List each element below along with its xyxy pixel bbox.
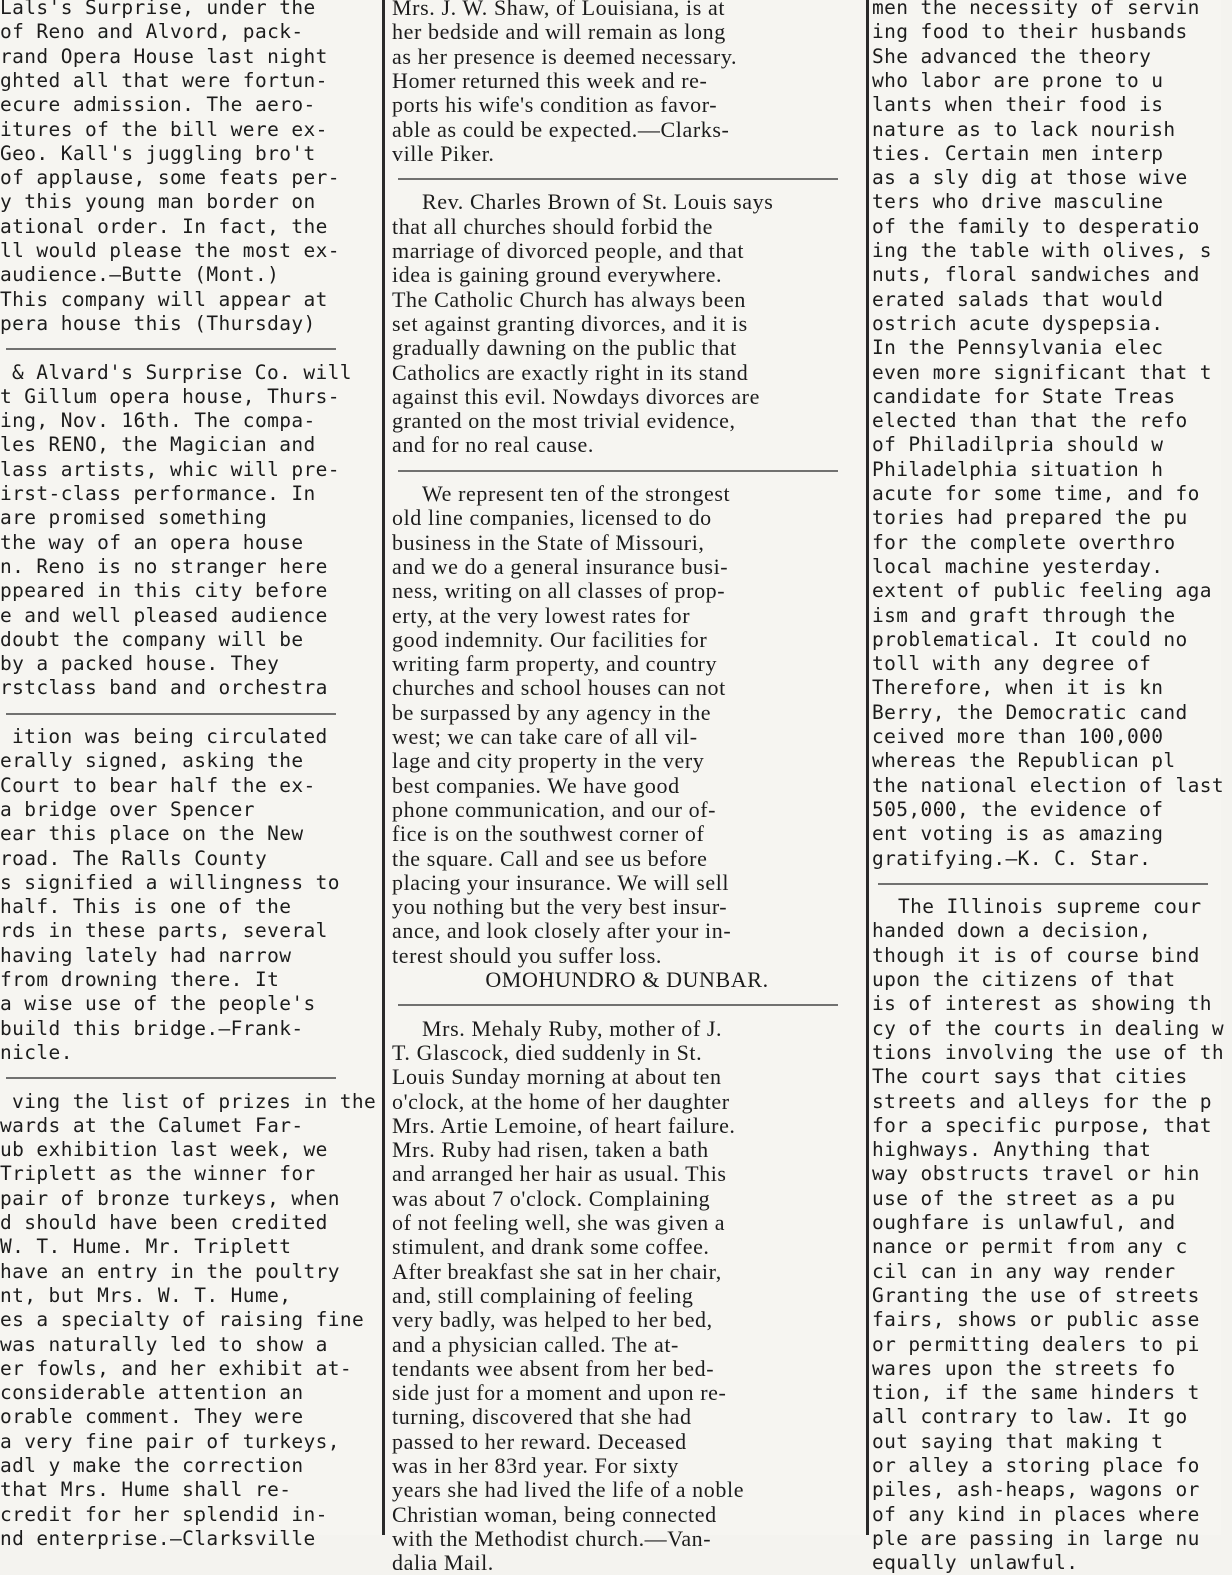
text-line: cil can in any way render	[872, 1259, 1176, 1283]
text-line: ism and graft through the	[872, 603, 1176, 627]
text-line: with the Methodist church.—Van-	[392, 1525, 712, 1551]
text-line: phone communication, and our of-	[392, 796, 717, 822]
text-line: itures of the bill were ex-	[0, 117, 328, 141]
text-line: and arranged her hair as usual. This	[392, 1161, 727, 1187]
text-line: erally signed, asking the	[0, 749, 304, 773]
text-line: out saying that making t	[872, 1429, 1164, 1453]
text-line: equally unlawful.	[872, 1551, 1079, 1575]
text-line: a wise use of the people's	[0, 992, 316, 1016]
text-line: tendants wee absent from her bed-	[392, 1355, 715, 1381]
text-line: ness, writing on all classes of prop-	[392, 578, 726, 604]
text-line: and, still complaining of feeling	[392, 1282, 694, 1308]
text-line: 505,000, the evidence of	[872, 797, 1164, 821]
text-line: pera house this (Thursday)	[0, 311, 316, 335]
text-line: by a packed house. They	[0, 652, 280, 676]
text-line: Therefore, when it is kn	[872, 676, 1164, 700]
column-left	[0, 0, 377, 1550]
text-line: y this young man border on	[0, 190, 316, 214]
paragraph-separator	[6, 348, 336, 350]
text-line: able as could be expected.—Clarks-	[392, 116, 730, 142]
text-line: idea is gaining ground everywhere.	[392, 262, 723, 288]
text-line: tion, if the same hinders t	[872, 1381, 1200, 1405]
text-line: es a specialty of raising fine	[0, 1308, 365, 1332]
text-line: years she had lived the life of a noble	[392, 1477, 745, 1503]
text-line: credit for her splendid in-	[0, 1502, 328, 1526]
text-line: acute for some time, and fo	[872, 482, 1200, 505]
text-line: considerable attention an	[0, 1381, 304, 1405]
text-line: W. T. Hume. Mr. Triplett	[0, 1235, 292, 1259]
text-line: granted on the most trivial evidence,	[392, 408, 736, 434]
text-line: have an entry in the poultry	[0, 1259, 340, 1283]
text-line: ports his wife's condition as favor-	[392, 92, 718, 118]
text-line: for a specific purpose, that	[872, 1113, 1212, 1137]
text-line: irst-class performance. In	[0, 482, 316, 505]
text-line: ville Piker.	[392, 140, 495, 166]
text-line: even more significant that t	[872, 360, 1212, 384]
text-line: whereas the Republican pl	[872, 749, 1176, 773]
text-line: oughfare is unlawful, and	[872, 1211, 1176, 1234]
text-line: the national election of last	[872, 773, 1225, 797]
text-line: nicle.	[0, 1040, 73, 1064]
text-line: ational order. In fact, the	[0, 214, 328, 238]
text-line: against this evil. Nowdays divorces are	[392, 383, 760, 409]
text-line: are promised something	[0, 506, 268, 530]
text-line: Rev. Charles Brown of St. Louis says	[422, 189, 774, 215]
text-line: nance or permit from any c	[872, 1235, 1188, 1259]
text-line: half. This is one of the	[0, 895, 292, 919]
text-line: Mrs. Ruby had risen, taken a bath	[392, 1137, 709, 1163]
text-line: Philadelphia situation h	[872, 457, 1164, 481]
text-line: ghted all that were fortun-	[0, 68, 328, 92]
text-line: pair of bronze turkeys, when	[0, 1186, 340, 1210]
text-line: that Mrs. Hume shall re-	[0, 1478, 292, 1502]
text-line: and we do a general insurance busi-	[392, 553, 729, 579]
text-line: her bedside and will remain as long	[392, 19, 726, 45]
text-line: business in the State of Missouri,	[392, 529, 705, 555]
text-line: turning, discovered that she had	[392, 1404, 692, 1430]
text-line: terest should you suffer loss.	[392, 942, 662, 968]
text-line: nature as to lack nourish	[872, 117, 1176, 141]
text-line: as a sly dig at those wive	[872, 166, 1188, 190]
text-line: ance, and look closely after your in-	[392, 918, 732, 944]
paragraph-separator	[398, 1004, 838, 1006]
text-line: ition was being circulated	[12, 725, 328, 748]
text-line: be surpassed by any agency in the	[392, 699, 712, 725]
text-line: west; we can take care of all vil-	[392, 724, 698, 749]
text-line: wares upon the streets fo	[872, 1356, 1176, 1380]
text-line: gratifying.—K. C. Star.	[872, 846, 1152, 870]
text-line: fairs, shows or public asse	[872, 1308, 1200, 1332]
text-line: was naturally led to show a	[0, 1332, 328, 1356]
text-line: or permitting dealers to pi	[872, 1332, 1200, 1356]
text-line: from drowning there. It	[0, 968, 280, 991]
text-line: local machine yesterday.	[872, 554, 1164, 578]
text-line: piles, ash-heaps, wagons or	[872, 1478, 1200, 1502]
text-line: ing food to their husbands	[872, 20, 1188, 44]
text-line: audience.—Butte (Mont.)	[0, 263, 280, 287]
text-line: though it is of course bind	[872, 943, 1200, 967]
text-line: candidate for State Treas	[872, 384, 1176, 408]
text-line: adl y make the correction	[0, 1454, 304, 1477]
text-line: the way of an opera house	[0, 530, 304, 554]
text-line: that all churches should forbid the	[392, 213, 713, 239]
text-line: and for no real cause.	[392, 432, 594, 458]
text-line: ear this place on the New	[0, 822, 304, 846]
text-line: & Alvard's Surprise Co. will	[12, 360, 352, 384]
text-line: doubt the company will be	[0, 627, 304, 651]
text-line: ties. Certain men interp	[872, 141, 1164, 165]
text-line: you nothing but the very best insur-	[392, 894, 728, 920]
text-line: cy of the courts in dealing w	[872, 1016, 1225, 1040]
signature-line: OMOHUNDRO & DUNBAR.	[485, 967, 769, 992]
text-line: best companies. We have good	[392, 772, 680, 798]
text-line: gradually dawning on the public that	[392, 335, 737, 361]
text-line: set against granting divorces, and it is	[392, 310, 748, 336]
text-line: use of the street as a pu	[872, 1186, 1176, 1210]
column-middle	[392, 0, 862, 1575]
text-line: is of interest as showing th	[872, 992, 1212, 1016]
text-line: road. The Ralls County	[0, 846, 268, 870]
text-line: men the necessity of servin	[872, 0, 1200, 19]
text-line: Christian woman, being connected	[392, 1501, 717, 1527]
text-line: a bridge over Spencer	[0, 797, 255, 821]
text-line: streets and alleys for the p	[872, 1089, 1212, 1113]
paragraph-separator	[6, 713, 336, 715]
text-line: very badly, was helped to her bed,	[392, 1307, 713, 1333]
text-line: of any kind in places where	[872, 1502, 1200, 1526]
text-line: T. Glascock, died suddenly in St.	[392, 1039, 703, 1065]
column-right	[872, 0, 1232, 1575]
text-line: ing, Nov. 16th. The compa-	[0, 409, 316, 433]
column-rule-right	[866, 0, 869, 1535]
text-line: and a physician called. The at-	[392, 1331, 679, 1357]
text-line: placing your insurance. We will sell	[392, 869, 730, 895]
text-line: elected than that the refo	[872, 409, 1188, 433]
text-line: The Illinois supreme cour	[898, 895, 1202, 919]
text-line: upon the citizens of that	[872, 968, 1176, 991]
text-line: nt, but Mrs. W. T. Hume,	[0, 1283, 292, 1307]
text-line: having lately had narrow	[0, 943, 292, 967]
text-line: e and well pleased audience	[0, 603, 328, 627]
text-line: problematical. It could no	[872, 627, 1188, 651]
text-line: After breakfast she sat in her chair,	[392, 1258, 722, 1284]
text-line: Granting the use of streets	[872, 1283, 1200, 1307]
text-line: writing farm property, and country	[392, 651, 718, 677]
text-line: erty, at the very lowest rates for	[392, 602, 691, 628]
text-line: ll would please the most ex-	[0, 239, 340, 262]
text-line: side just for a moment and upon re-	[392, 1380, 727, 1406]
text-line: as her presence is deemed necessary.	[392, 43, 738, 69]
column-rule-left	[382, 0, 385, 1535]
text-line: The court says that cities	[872, 1065, 1188, 1089]
text-line: way obstructs travel or hin	[872, 1162, 1200, 1186]
text-line: of the family to desperatio	[872, 214, 1200, 238]
text-line: The Catholic Church has always been	[392, 286, 746, 312]
text-line: tions involving the use of th	[872, 1040, 1225, 1064]
text-line: old line companies, licensed to do	[392, 505, 712, 531]
text-line: Catholics are exactly right in its stand	[392, 359, 749, 385]
text-line: wards at the Calumet Far-	[0, 1113, 304, 1137]
text-line: lants when their food is	[872, 93, 1164, 117]
text-line: rds in these parts, several	[0, 919, 328, 943]
text-line: nd enterprise.—Clarksville	[0, 1526, 316, 1550]
text-line: for the complete overthro	[872, 530, 1176, 554]
text-line: orable comment. They were	[0, 1405, 304, 1429]
text-line: In the Pennsylvania elec	[872, 336, 1164, 360]
text-line: who labor are prone to u	[872, 68, 1164, 92]
text-line: toll with any degree of	[872, 652, 1152, 676]
text-line: the square. Call and see us before	[392, 845, 708, 871]
text-line: passed to her reward. Deceased	[392, 1428, 687, 1454]
text-line: ving the list of prizes in the	[12, 1089, 377, 1113]
text-line: fice is on the southwest corner of	[392, 821, 705, 847]
text-line: ub exhibition last week, we	[0, 1138, 328, 1162]
text-line: lage and city property in the very	[392, 748, 705, 774]
text-line: Mrs. Mehaly Ruby, mother of J.	[422, 1015, 723, 1041]
text-line: rstclass band and orchestra	[0, 676, 328, 700]
text-line: extent of public feeling aga	[872, 579, 1212, 603]
text-line: Louis Sunday morning at about ten	[392, 1064, 722, 1090]
text-line: stimulent, and drank some coffee.	[392, 1234, 710, 1260]
text-line: was about 7 o'clock. Complaining	[392, 1185, 711, 1211]
text-line: Geo. Kall's juggling bro't	[0, 141, 316, 165]
paragraph-separator	[6, 1077, 336, 1079]
text-line: She advanced the theory	[872, 44, 1152, 68]
text-line: o'clock, at the home of her daughter	[392, 1088, 730, 1114]
text-line: marriage of divorced people, and that	[392, 238, 745, 263]
text-line: les RENO, the Magician and	[0, 433, 316, 457]
text-line: ple are passing in large nu	[872, 1526, 1200, 1550]
paragraph-separator	[398, 470, 838, 472]
text-line: We represent ten of the strongest	[422, 481, 731, 506]
text-line: ent voting is as amazing	[872, 822, 1164, 846]
text-line: d should have been credited	[0, 1211, 328, 1234]
text-line: churches and school houses can not	[392, 675, 726, 701]
text-line: n. Reno is no stranger here	[0, 554, 328, 578]
text-line: ostrich acute dyspepsia.	[872, 311, 1164, 335]
text-line: a very fine pair of turkeys,	[0, 1429, 340, 1453]
text-line: This company will appear at	[0, 287, 328, 311]
text-line: Mrs. Artie Lemoine, of heart failure.	[392, 1112, 736, 1138]
text-line: of applause, some feats per-	[0, 166, 340, 190]
text-line: er fowls, and her exhibit at-	[0, 1356, 353, 1380]
text-line: dalia Mail.	[392, 1550, 494, 1575]
text-line: s signified a willingness to	[0, 870, 340, 894]
text-line: build this bridge.—Frank-	[0, 1016, 304, 1040]
text-line: lass artists, whic will pre-	[0, 457, 340, 481]
text-line: t Gillum opera house, Thurs-	[0, 384, 340, 408]
text-line: Berry, the Democratic cand	[872, 700, 1188, 724]
text-line: Lals's Surprise, under the	[0, 0, 316, 19]
text-line: handed down a decision,	[872, 919, 1152, 943]
text-line: all contrary to law. It go	[872, 1405, 1188, 1429]
text-line: Homer returned this week and re-	[392, 67, 708, 93]
text-line: ters who drive masculine	[872, 190, 1164, 214]
text-line: Triplett as the winner for	[0, 1162, 316, 1186]
text-line: rand Opera House last night	[0, 44, 328, 68]
text-line: ppeared in this city before	[0, 579, 328, 603]
text-line: of Philadilpria should w	[872, 433, 1164, 457]
text-line: of not feeling well, she was given a	[392, 1210, 726, 1235]
text-line: good indemnity. Our facilities for	[392, 626, 708, 652]
text-line: ecure admission. The aero-	[0, 93, 316, 117]
text-line: Mrs. J. W. Shaw, of Louisiana, is at	[392, 0, 726, 20]
paragraph-separator	[398, 178, 838, 180]
text-line: tories had prepared the pu	[872, 506, 1188, 530]
text-line: or alley a storing place fo	[872, 1454, 1200, 1477]
text-line: ing the table with olives, s	[872, 239, 1212, 262]
text-line: highways. Anything that	[872, 1138, 1152, 1162]
paragraph-separator	[878, 883, 1208, 885]
text-line: of Reno and Alvord, pack-	[0, 20, 304, 44]
text-line: was in her 83rd year. For sixty	[392, 1453, 679, 1478]
text-line: ceived more than 100,000	[872, 725, 1164, 748]
text-line: Court to bear half the ex-	[0, 773, 316, 797]
text-line: erated salads that would	[872, 287, 1164, 311]
text-line: nuts, floral sandwiches and	[872, 263, 1200, 287]
